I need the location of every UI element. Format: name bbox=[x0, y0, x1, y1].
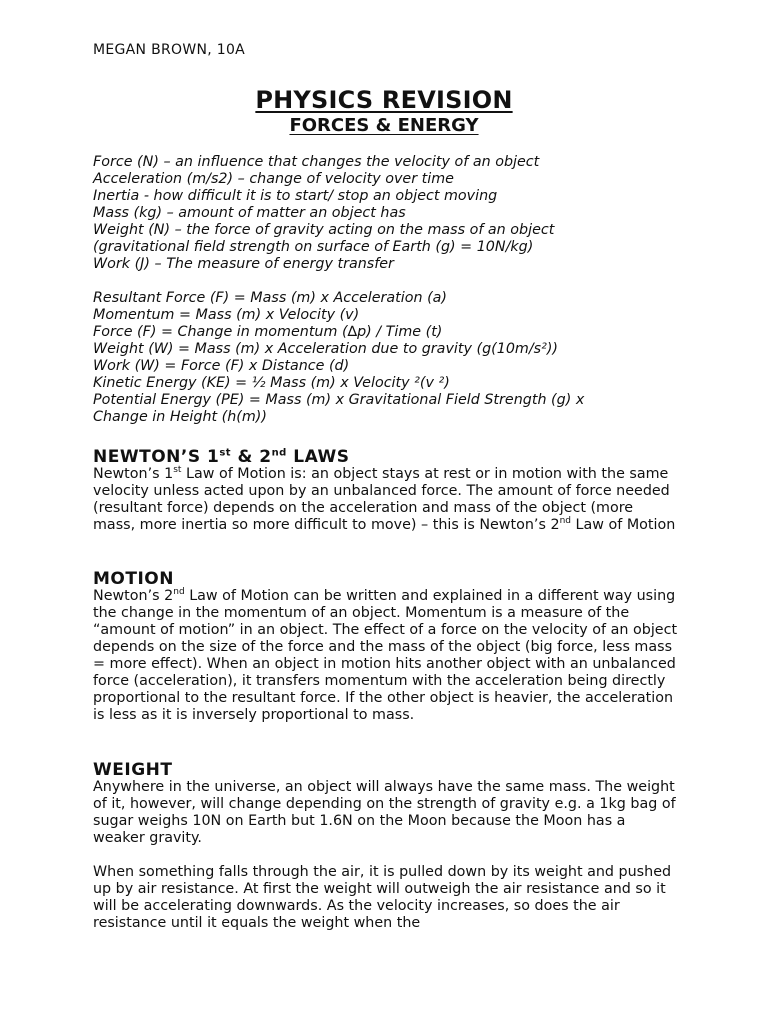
definition-line: Work (J) – The measure of energy transfer bbox=[93, 256, 394, 272]
definition-line: Force (N) – an influence that changes the velocity of an object bbox=[93, 154, 540, 170]
definition-line: Acceleration (m/s2) – change of velocity over time bbox=[93, 171, 454, 187]
superscript: nd bbox=[271, 447, 287, 459]
paragraph-weight-1: Anywhere in the universe, an object will always have the same mass. The weight of it, however, will change depending on the strength of gravity e.g. a 1kg bag of sugar weighs 10N on Earth but 1.6N on the Moon because the Moon has a weaker gravity. bbox=[93, 779, 676, 846]
formula-line: Change in Height (h(m)) bbox=[93, 409, 267, 425]
superscript: st bbox=[219, 447, 232, 459]
formula-line: Potential Energy (PE) = Mass (m) x Gravitational Field Strength (g) x bbox=[93, 392, 585, 408]
superscript: nd bbox=[173, 587, 185, 598]
formula-line: Momentum = Mass (m) x Velocity (v) bbox=[93, 307, 360, 323]
formula-line: Force (F) = Change in momentum (∆p) / Time (t) bbox=[93, 324, 443, 340]
paragraph-text: Law of Motion can be written and explained in a different way using the change in the momentum of an object. Momentum is a measure of the “amount of motion” in an object. The effect of a force on the velocity of an object depends on the size of the force and the mass of the object (big force, less mass = more effect). When an object in motion hits another object with an unbalanced force (acceleration), it transfers momentum with the acceleration being directly proportional to the resultant force. If the other object is heavier, the acceleration is less as it is inversely proportional to mass. bbox=[93, 588, 678, 723]
paragraph-text: Newton’s 2 bbox=[93, 588, 174, 604]
heading-text: & 2 bbox=[231, 447, 272, 467]
heading-text: LAWS bbox=[286, 447, 350, 467]
definition-line: Inertia - how difficult it is to start/ stop an object moving bbox=[93, 188, 498, 204]
heading-text: NEWTON’S 1 bbox=[93, 447, 220, 467]
formula-line: Kinetic Energy (KE) = ½ Mass (m) x Velocity ²(v ²) bbox=[93, 375, 450, 391]
definition-line: Weight (N) – the force of gravity acting on the mass of an object bbox=[93, 222, 555, 238]
definition-line: Mass (kg) – amount of matter an object has bbox=[93, 205, 406, 221]
paragraph-text: Law of Motion is: an object stays at rest or in motion with the same velocity unless acted upon by an unbalanced force. The amount of force needed (resultant force) depends on the acceleration and mass of the object (more mass, more inertia so more difficult to move) – this is Newton’s 2 bbox=[93, 466, 670, 533]
formula-line: Resultant Force (F) = Mass (m) x Acceleration (a) bbox=[93, 290, 448, 306]
paragraph-text: Law of Motion bbox=[570, 517, 676, 533]
section-heading-newtons-laws bbox=[93, 447, 349, 467]
superscript: st bbox=[173, 465, 182, 476]
paragraph-newtons-laws bbox=[93, 466, 678, 534]
paragraph-motion bbox=[93, 588, 678, 724]
definition-line: (gravitational field strength on surface of Earth (g) = 10N/kg) bbox=[93, 239, 534, 255]
formulas-list bbox=[93, 290, 713, 426]
paragraph-text: Newton’s 1 bbox=[93, 466, 174, 482]
formula-line: Weight (W) = Mass (m) x Acceleration due to gravity (g(10m/s²)) bbox=[93, 341, 558, 357]
formula-line: Work (W) = Force (F) x Distance (d) bbox=[93, 358, 350, 374]
section-heading-motion: MOTION bbox=[93, 569, 174, 589]
page-subtitle: FORCES & ENERGY bbox=[289, 115, 479, 136]
definitions-list bbox=[93, 154, 713, 273]
page-title: PHYSICS REVISION bbox=[255, 86, 513, 114]
paragraph-weight-2: When something falls through the air, it is pulled down by its weight and pushed up by air resistance. At first the weight will outweigh the air resistance and so it will be accelerating downwards. As the velocity increases, so does the air resistance until it equals the weight when the bbox=[93, 864, 672, 931]
superscript: nd bbox=[559, 516, 571, 527]
section-heading-weight: WEIGHT bbox=[93, 760, 173, 780]
author-line: MEGAN BROWN, 10A bbox=[93, 42, 246, 58]
